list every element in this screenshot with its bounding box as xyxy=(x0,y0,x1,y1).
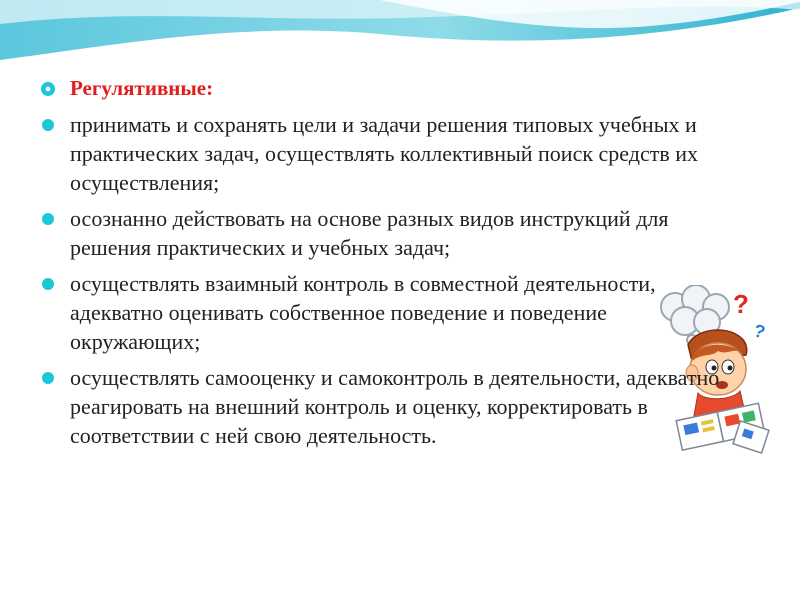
bullet-icon xyxy=(42,372,54,384)
content-list xyxy=(38,74,738,450)
list-item-text: осуществлять взаимный контроль в совместной деятельности, адекватно оценивать собственное поведение и поведение окружающих; xyxy=(70,271,656,354)
heading-row xyxy=(38,74,738,103)
list-item-text: принимать и сохранять цели и задачи решения типовых учебных и практических задач, осуществлять коллективный поиск средств их осуществления; xyxy=(70,112,698,195)
heading-text: Регулятивные: xyxy=(70,76,214,100)
list-item xyxy=(38,269,738,356)
list-item-text: осуществлять самооценку и самоконтроль в деятельности, адекватно реагировать на внешний контроль и оценку, корректировать в соответствии с ней свою деятельность. xyxy=(70,365,720,448)
list-item xyxy=(38,204,738,262)
bullet-icon xyxy=(42,119,54,131)
bullet-icon xyxy=(42,213,54,225)
list-item-text: осознанно действовать на основе разных видов инструкций для решения практических и учебных задач; xyxy=(70,206,669,260)
svg-text:?: ? xyxy=(751,320,768,343)
bullet-icon xyxy=(42,278,54,290)
svg-text:?: ? xyxy=(733,289,749,319)
top-wave-decoration xyxy=(0,0,800,80)
list-item xyxy=(38,363,738,450)
bullet-icon xyxy=(41,82,55,96)
list-item xyxy=(38,110,738,197)
